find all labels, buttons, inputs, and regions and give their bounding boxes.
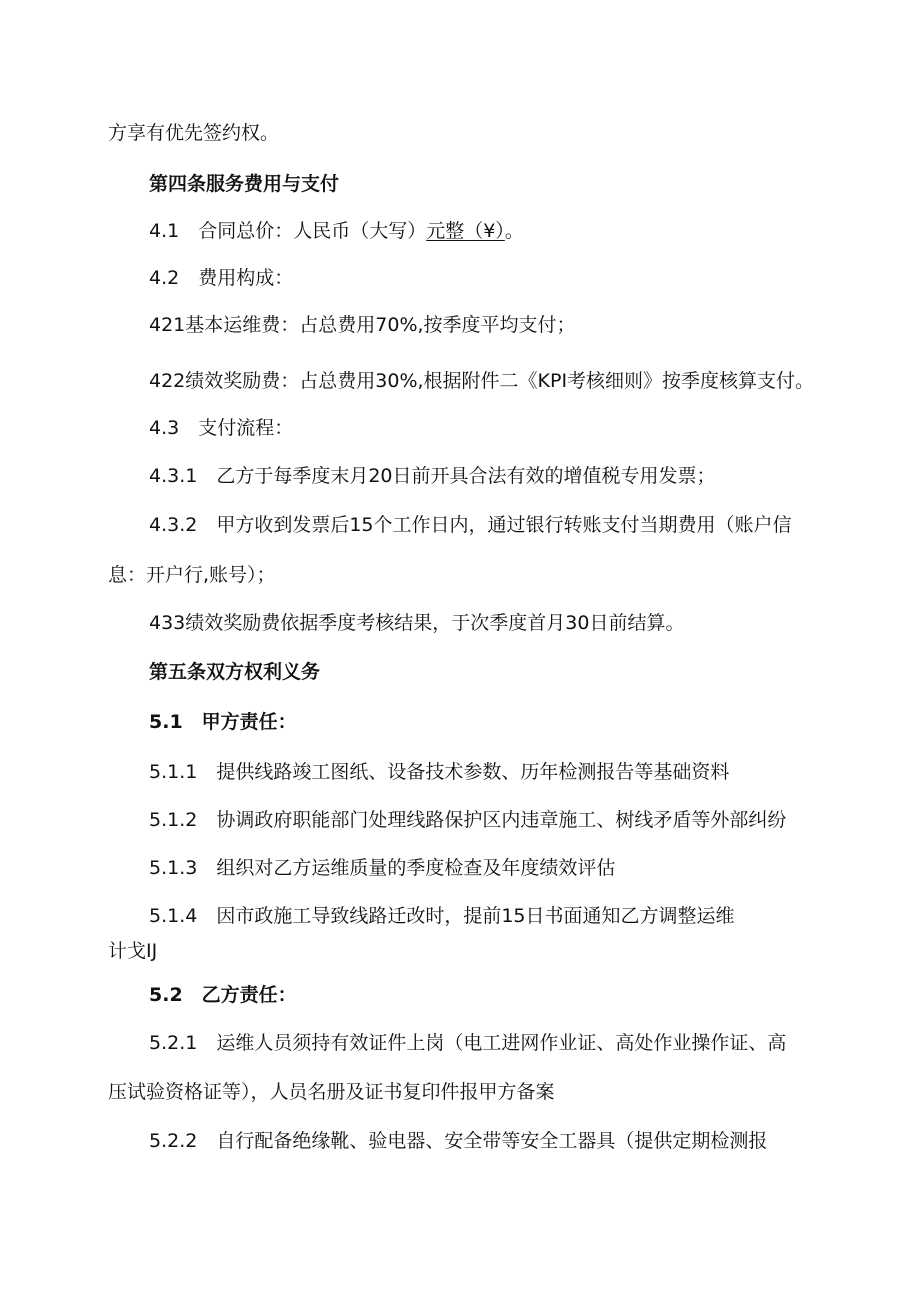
text-line: 5.1.3 组织对乙方运维质量的季度检查及年度绩效评估 (149, 857, 616, 879)
text-segment: 。 (504, 220, 524, 242)
text-line: 5.1.2 协调政府职能部门处理线路保护区内违章施工、树线矛盾等外部纠纷 (149, 809, 787, 831)
text-line: 5.2.2 自行配备绝缘靴、验电器、安全带等安全工器具（提供定期检测报 (149, 1130, 768, 1152)
text-line: 4.3.2 甲方收到发票后15个工作日内，通过银行转账支付当期费用（账户信 (149, 514, 792, 536)
subsection-heading: 5.2 乙方责任： (149, 984, 297, 1006)
text-line: 息：开户行,账号）； (108, 564, 276, 586)
subsection-heading: 5.1 甲方责任： (149, 711, 297, 733)
section-heading: 第四条服务费用与支付 (149, 173, 340, 195)
text-line: 计戈IJ (108, 940, 158, 962)
text-line: 433绩效奖励费依据季度考核结果，于次季度首月30日前结算。 (149, 612, 685, 634)
text-line: 422绩效奖励费：占总费用30%,根据附件二《KPI考核细则》按季度核算支付。 (149, 370, 815, 392)
underlined-amount: 元整（¥） (426, 220, 505, 242)
text-line (149, 219, 524, 243)
text-line: 压试验资格证等），人员名册及证书复印件报甲方备案 (108, 1081, 555, 1103)
text-line: 4.2 费用构成： (149, 267, 294, 289)
text-line: 421基本运维费：占总费用70%,按季度平均支付； (149, 314, 576, 336)
text-line: 4.3 支付流程： (149, 417, 294, 439)
text-line: 方享有优先签约权。 (108, 122, 280, 144)
text-line: 5.2.1 运维人员须持有效证件上岗（电工进网作业证、高处作业操作证、高 (149, 1032, 787, 1054)
text-line: 4.3.1 乙方于每季度末月20日前开具合法有效的增值税专用发票； (149, 465, 716, 487)
text-line: 5.1.4 因市政施工导致线路迁改时，提前15日书面通知乙方调整运维 (149, 905, 735, 927)
text-segment: 4.1 合同总价：人民币（大写） (149, 220, 427, 242)
text-line: 5.1.1 提供线路竣工图纸、设备技术参数、历年检测报告等基础资料 (149, 761, 730, 783)
section-heading: 第五条双方权利义务 (149, 661, 321, 683)
